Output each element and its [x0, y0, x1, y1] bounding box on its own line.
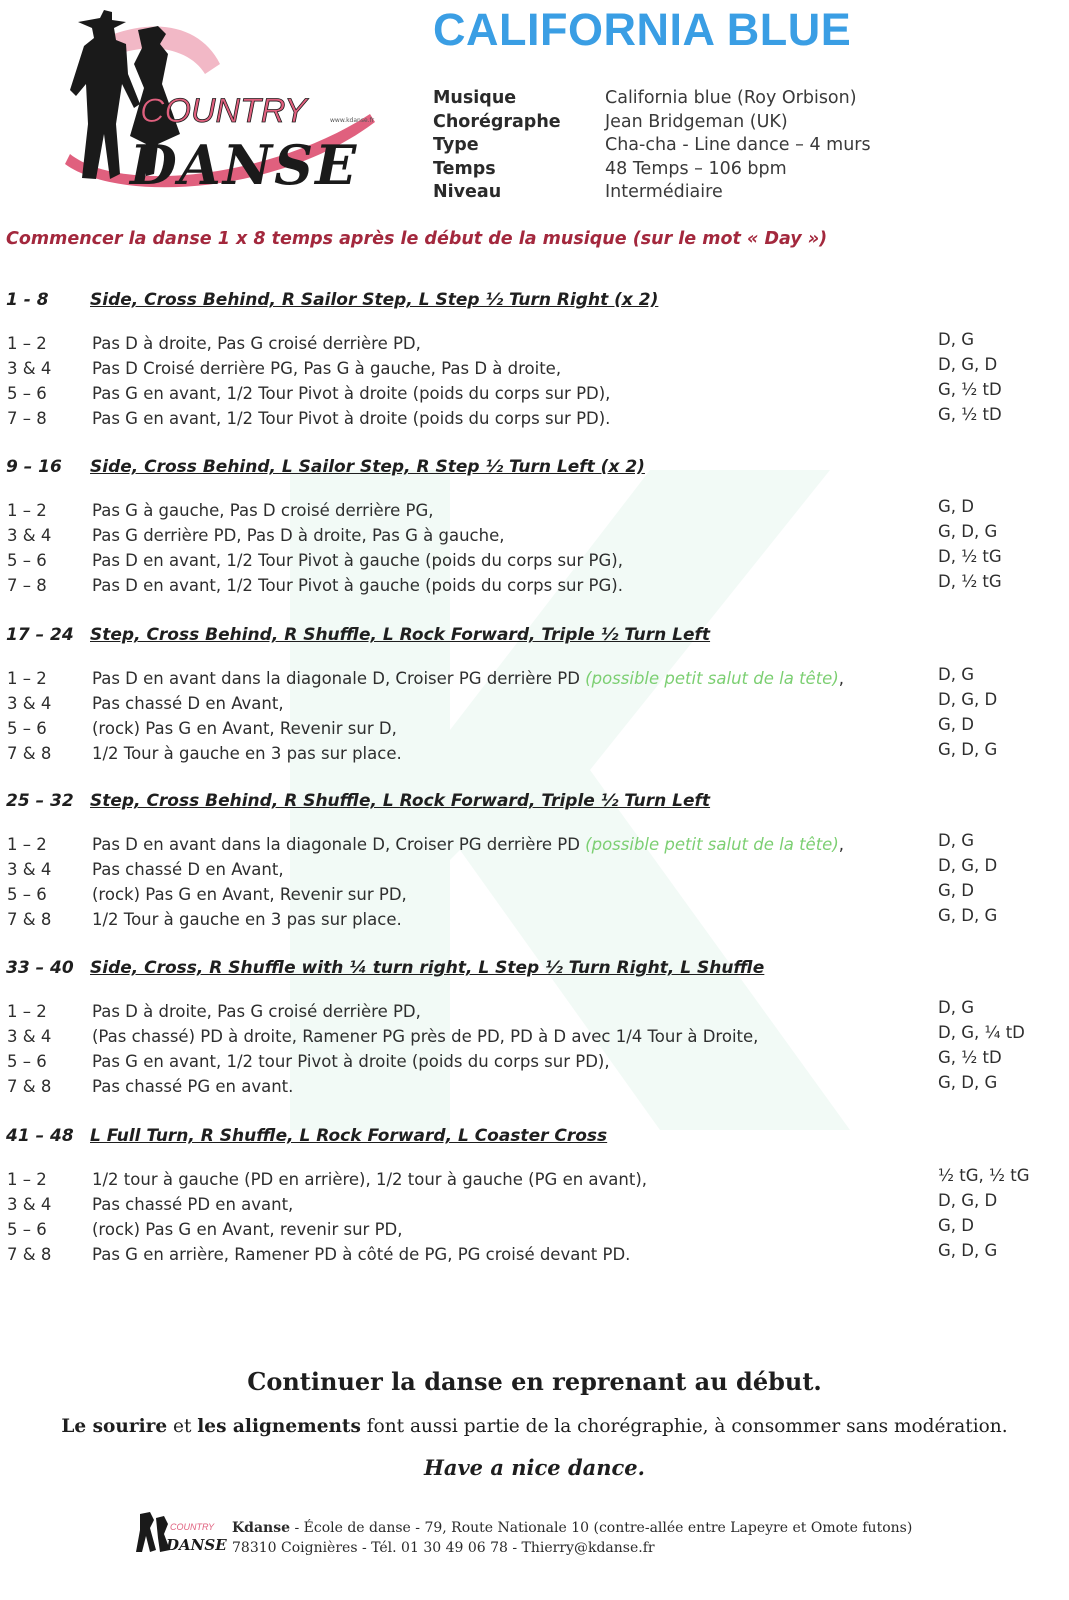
step-tail: , [838, 835, 845, 854]
footer-name: Kdanse [232, 1520, 290, 1536]
step-row [0, 405, 1069, 434]
step-count: 5 – 6 [7, 551, 47, 570]
section-counts: 1 - 8 [6, 290, 49, 310]
step-row [0, 906, 1069, 935]
closing-bold-smile: Le sourire [61, 1416, 168, 1437]
step-description [92, 1027, 758, 1046]
step-note: (possible petit salut de la tête) [585, 835, 839, 854]
info-value: Cha-cha - Line dance – 4 murs [605, 135, 871, 155]
step-row [0, 572, 1069, 601]
step-count: 1 – 2 [7, 334, 47, 353]
step-row [0, 497, 1069, 526]
section-heading [6, 958, 764, 978]
section-counts: 9 – 16 [6, 457, 62, 477]
step-description [92, 526, 504, 545]
step-description [92, 669, 844, 688]
footer-logo-word-danse: DANSE [166, 1536, 227, 1554]
step-row [0, 740, 1069, 769]
step-row [0, 547, 1069, 576]
step-feet: D, G [938, 665, 974, 684]
step-text: Pas G derrière PD, Pas D à droite, Pas G à gauche, [92, 526, 505, 545]
section-heading [6, 1126, 607, 1146]
step-feet: D, G, D [938, 1191, 998, 1210]
logo-word-country: COUNTRY [140, 92, 307, 130]
info-value: Intermédiaire [605, 182, 723, 202]
step-feet: G, ½ tD [938, 1048, 1002, 1067]
logo-url: www.kdanse.fr [330, 117, 375, 124]
step-description [92, 1220, 402, 1239]
step-text: Pas G en avant, 1/2 tour Pivot à droite (poids du corps sur PD), [92, 1052, 610, 1071]
step-description [92, 885, 407, 904]
section-title: L Full Turn, R Shuffle, L Rock Forward, L Coaster Cross [90, 1126, 608, 1146]
step-row [0, 881, 1069, 910]
step-row [0, 330, 1069, 359]
step-description [92, 551, 623, 570]
step-text: 1/2 Tour à gauche en 3 pas sur place. [92, 744, 402, 763]
step-count: 1 – 2 [7, 501, 47, 520]
step-text: Pas D à droite, Pas G croisé derrière PD, [92, 1002, 421, 1021]
logo-word-danse: DANSE [130, 133, 359, 197]
step-description [92, 719, 397, 738]
step-text: Pas D en avant, 1/2 Tour Pivot à gauche (poids du corps sur PG), [92, 551, 623, 570]
step-row [0, 1166, 1069, 1195]
step-tail: , [838, 669, 845, 688]
step-feet: D, G, D [938, 690, 998, 709]
footer-logo [134, 1510, 227, 1556]
step-description [92, 910, 402, 929]
step-feet: D, ½ tG [938, 547, 1002, 566]
step-feet: D, G, ¼ tD [938, 1023, 1025, 1042]
step-feet: D, G [938, 831, 974, 850]
step-count: 3 & 4 [7, 359, 52, 378]
info-label: Niveau [433, 182, 502, 202]
section-heading [6, 625, 710, 645]
step-row [0, 1048, 1069, 1077]
step-text: Pas chassé PG en avant. [92, 1077, 294, 1096]
step-description [92, 835, 844, 854]
info-label: Temps [433, 158, 496, 179]
step-count: 7 & 8 [7, 744, 52, 763]
step-row [0, 380, 1069, 409]
step-count: 7 – 8 [7, 409, 47, 428]
step-count: 5 – 6 [7, 719, 47, 738]
step-description [92, 1052, 610, 1071]
step-feet: D, G [938, 330, 974, 349]
section-title: Step, Cross Behind, R Shuffle, L Rock Forward, Triple ½ Turn Left [90, 625, 711, 645]
step-description [92, 1195, 293, 1214]
step-text: (rock) Pas G en Avant, Revenir sur D, [92, 719, 397, 738]
step-feet: G, D, G [938, 1241, 998, 1260]
step-description [92, 1002, 421, 1021]
step-feet: D, ½ tG [938, 572, 1002, 591]
footer-logo-word-country: COUNTRY [170, 1522, 215, 1532]
step-feet: D, G, D [938, 355, 998, 374]
step-count: 7 & 8 [7, 1077, 52, 1096]
section-heading [6, 290, 658, 310]
step-count: 3 & 4 [7, 526, 52, 545]
step-text: Pas D à droite, Pas G croisé derrière PD, [92, 334, 421, 353]
step-row [0, 355, 1069, 384]
step-text: (rock) Pas G en Avant, Revenir sur PD, [92, 885, 407, 904]
section-title: Step, Cross Behind, R Shuffle, L Rock Forward, Triple ½ Turn Left [90, 791, 711, 811]
step-description [92, 860, 284, 879]
closing-and: et [167, 1416, 198, 1437]
step-description [92, 501, 433, 520]
step-count: 3 & 4 [7, 860, 52, 879]
step-count: 5 – 6 [7, 384, 47, 403]
step-count: 5 – 6 [7, 885, 47, 904]
step-count: 1 – 2 [7, 835, 47, 854]
start-instruction: Commencer la danse 1 x 8 temps après le début de la musique (sur le mot « Day ») [6, 229, 828, 249]
step-feet: G, D [938, 1216, 974, 1235]
closing-note [0, 1416, 1069, 1437]
step-text: Pas chassé PD en avant, [92, 1195, 294, 1214]
step-feet: G, D [938, 881, 974, 900]
step-feet: D, G [938, 998, 974, 1017]
step-count: 3 & 4 [7, 1195, 52, 1214]
info-value: 48 Temps – 106 bpm [605, 158, 787, 179]
step-row [0, 1241, 1069, 1270]
step-text: Pas G en avant, 1/2 Tour Pivot à droite (poids du corps sur PD), [92, 384, 611, 403]
step-row [0, 998, 1069, 1027]
step-row [0, 690, 1069, 719]
step-description [92, 1245, 630, 1264]
step-row [0, 856, 1069, 885]
footer-address: - École de danse - 79, Route Nationale 10 (contre-allée entre Lapeyre et Omote futons) [290, 1520, 913, 1536]
closing-wish: Have a nice dance. [424, 1455, 645, 1480]
step-row [0, 665, 1069, 694]
section-heading [6, 791, 710, 811]
country-danse-logo [30, 4, 400, 204]
step-count: 3 & 4 [7, 694, 52, 713]
step-text: Pas D Croisé derrière PG, Pas G à gauche, Pas D à droite, [92, 359, 562, 378]
step-count: 5 – 6 [7, 1220, 47, 1239]
section-title: Side, Cross Behind, L Sailor Step, R Step ½ Turn Left (x 2) [90, 457, 645, 477]
step-count: 5 – 6 [7, 1052, 47, 1071]
step-text: Pas D en avant dans la diagonale D, Croiser PG derrière PD [92, 835, 586, 854]
section-counts: 41 – 48 [6, 1126, 74, 1146]
info-value: California blue (Roy Orbison) [605, 88, 857, 108]
step-feet: G, ½ tD [938, 380, 1002, 399]
step-row [0, 715, 1069, 744]
step-row [0, 831, 1069, 860]
step-row [0, 522, 1069, 551]
section-counts: 25 – 32 [6, 791, 74, 811]
step-feet: G, D [938, 497, 974, 516]
step-text: Pas chassé D en Avant, [92, 694, 284, 713]
step-feet: G, ½ tD [938, 405, 1002, 424]
step-row [0, 1023, 1069, 1052]
section-counts: 17 – 24 [6, 625, 74, 645]
step-count: 7 & 8 [7, 910, 52, 929]
section-counts: 33 – 40 [6, 958, 74, 978]
step-text: (rock) Pas G en Avant, revenir sur PD, [92, 1220, 403, 1239]
footer-contact [232, 1518, 912, 1558]
step-description [92, 384, 610, 403]
step-row [0, 1216, 1069, 1245]
step-count: 7 & 8 [7, 1245, 52, 1264]
step-row [0, 1073, 1069, 1102]
info-value: Jean Bridgeman (UK) [605, 111, 788, 132]
info-label: Type [433, 135, 479, 155]
step-feet: G, D, G [938, 522, 998, 541]
step-text: Pas G en arrière, Ramener PD à côté de PG, PG croisé devant PD. [92, 1245, 631, 1264]
step-text: (Pas chassé) PD à droite, Ramener PG près de PD, PD à D avec 1/4 Tour à Droite, [92, 1027, 759, 1046]
step-count: 7 – 8 [7, 576, 47, 595]
step-text: 1/2 Tour à gauche en 3 pas sur place. [92, 910, 402, 929]
section-title: Side, Cross, R Shuffle with ¼ turn right, L Step ½ Turn Right, L Shuffle [90, 958, 765, 978]
step-feet: G, D, G [938, 740, 998, 759]
step-description [92, 409, 610, 428]
step-text: Pas chassé D en Avant, [92, 860, 284, 879]
dance-title: CALIFORNIA BLUE [433, 4, 852, 55]
step-description [92, 694, 284, 713]
step-count: 1 – 2 [7, 1170, 47, 1189]
step-description [92, 1077, 293, 1096]
section-heading [6, 457, 645, 477]
step-text: Pas G à gauche, Pas D croisé derrière PG, [92, 501, 434, 520]
step-count: 1 – 2 [7, 669, 47, 688]
step-note: (possible petit salut de la tête) [585, 669, 839, 688]
step-text: Pas G en avant, 1/2 Tour Pivot à droite (poids du corps sur PD). [92, 409, 611, 428]
step-feet: D, G, D [938, 856, 998, 875]
step-text: Pas D en avant, 1/2 Tour Pivot à gauche (poids du corps sur PG). [92, 576, 623, 595]
closing-rest: font aussi partie de la chorégraphie, à consommer sans modération. [360, 1416, 1008, 1437]
info-label: Musique [433, 88, 517, 108]
step-text: Pas D en avant dans la diagonale D, Croiser PG derrière PD [92, 669, 586, 688]
step-description [92, 359, 561, 378]
closing-line: Continuer la danse en reprenant au début. [247, 1367, 822, 1396]
step-row [0, 1191, 1069, 1220]
step-count: 1 – 2 [7, 1002, 47, 1021]
step-description [92, 576, 623, 595]
step-description [92, 744, 402, 763]
step-text: 1/2 tour à gauche (PD en arrière), 1/2 tour à gauche (PG en avant), [92, 1170, 648, 1189]
section-title: Side, Cross Behind, R Sailor Step, L Step ½ Turn Right (x 2) [90, 290, 659, 310]
info-label: Chorégraphe [433, 111, 561, 132]
step-feet: G, D, G [938, 906, 998, 925]
step-feet: G, D [938, 715, 974, 734]
closing-bold-alignments: les alignements [197, 1416, 361, 1437]
step-description [92, 1170, 647, 1189]
step-feet: ½ tG, ½ tG [938, 1166, 1030, 1185]
footer-phone-email: 78310 Coignières - Tél. 01 30 49 06 78 - Thierry@kdanse.fr [232, 1540, 655, 1556]
step-description [92, 334, 421, 353]
step-feet: G, D, G [938, 1073, 998, 1092]
step-count: 3 & 4 [7, 1027, 52, 1046]
